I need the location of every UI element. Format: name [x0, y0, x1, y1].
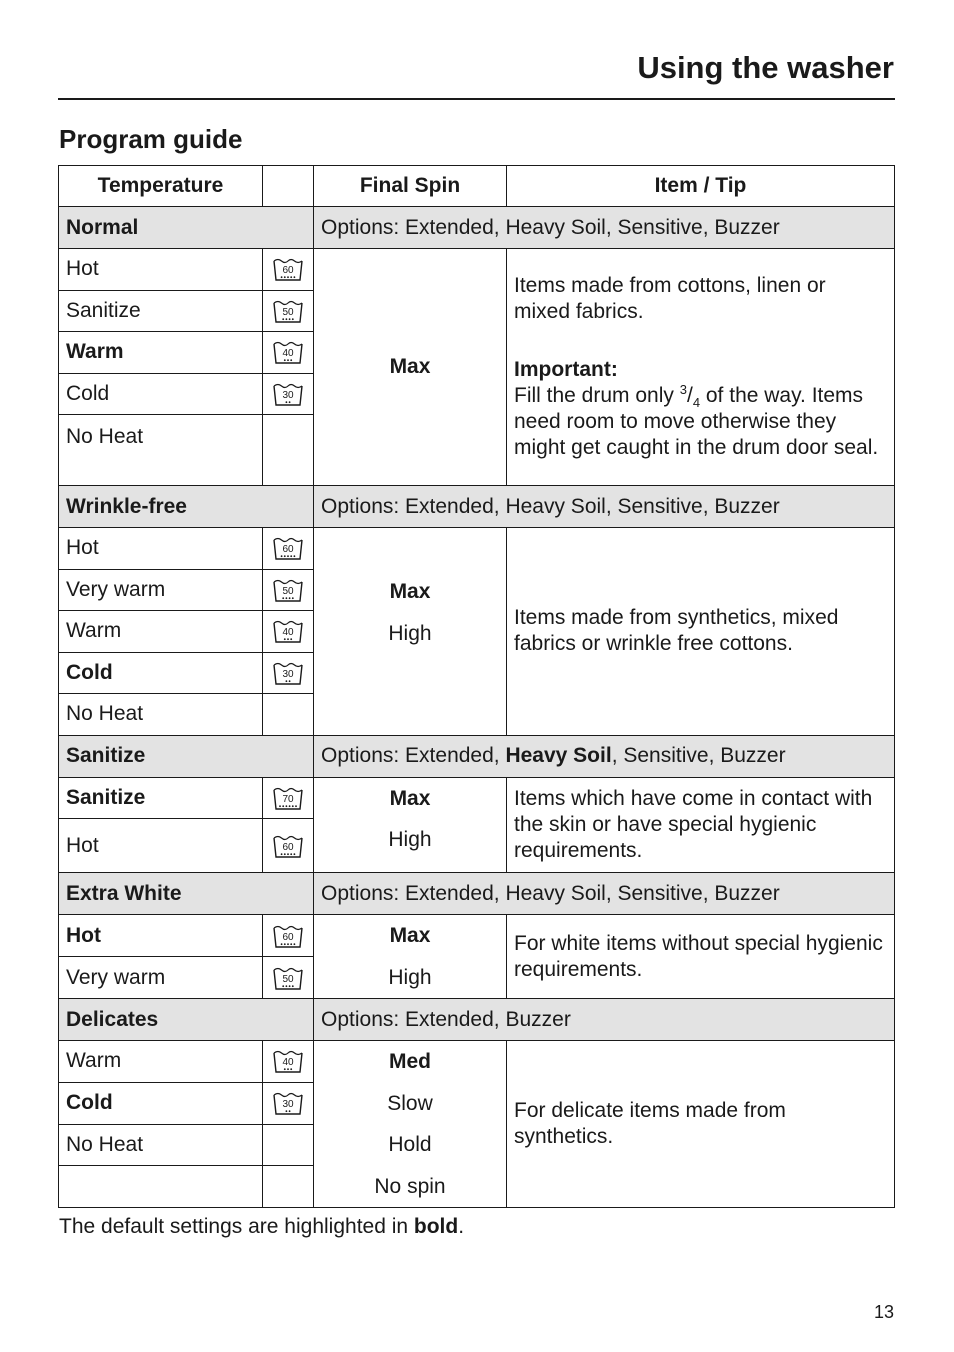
header-rule — [58, 98, 895, 100]
temp-label: No Heat — [59, 694, 263, 736]
column-header-temperature: Temperature — [59, 166, 263, 207]
tip-text: For delicate items made from synthetics. — [514, 1099, 786, 1148]
program-name: Normal — [59, 207, 314, 249]
temp-label: Hot — [59, 915, 263, 957]
table-row — [59, 1041, 895, 1083]
wash-temp-symbol-empty — [263, 694, 314, 736]
table-row — [59, 915, 895, 957]
spin-value: High — [388, 965, 432, 989]
svg-text:60: 60 — [282, 544, 294, 556]
program-row-extra-white — [59, 873, 895, 915]
wash-temp-symbol-icon — [263, 652, 314, 694]
temp-label: Sanitize — [59, 290, 263, 332]
temp-label: Warm — [59, 1041, 263, 1083]
final-spin-cell — [314, 1041, 507, 1208]
tip-text: Items made from synthetics, mixed fabrics or wrinkle free cottons. — [514, 606, 839, 656]
table-row — [59, 528, 895, 570]
wash-temp-symbol-icon — [263, 249, 314, 291]
temp-label: Sanitize — [59, 777, 263, 819]
wash-temp-symbol-icon — [263, 290, 314, 332]
svg-text:70: 70 — [282, 793, 294, 805]
temp-label: Hot — [59, 249, 263, 291]
temp-label: Cold — [59, 1082, 263, 1124]
spin-value: No spin — [374, 1174, 446, 1198]
item-tip-cell — [507, 528, 895, 736]
final-spin-cell — [314, 249, 507, 486]
spin-value: High — [388, 828, 432, 851]
program-options: Options: Extended, Heavy Soil, Sensitive, Buzzer — [314, 735, 895, 777]
svg-text:50: 50 — [282, 585, 294, 597]
column-header-symbol — [263, 166, 314, 207]
wash-temp-symbol-icon — [263, 528, 314, 570]
svg-text:40: 40 — [282, 348, 294, 360]
svg-text:30: 30 — [282, 668, 294, 680]
temp-label: Cold — [59, 373, 263, 415]
wash-temp-symbol-empty — [263, 1124, 314, 1166]
svg-text:60: 60 — [282, 931, 294, 943]
column-header-item-tip: Item / Tip — [507, 166, 895, 207]
table-header-row — [59, 166, 895, 207]
program-name: Sanitize — [59, 735, 314, 777]
column-header-final-spin: Final Spin — [314, 166, 507, 207]
spin-value: Hold — [388, 1133, 432, 1156]
important-text: Fill the drum only $^3/_4$ of the way. Items need room to move otherwise they might get caught in the drum door seal. — [514, 382, 879, 459]
svg-text:60: 60 — [282, 265, 294, 277]
wash-temp-symbol-icon — [263, 915, 314, 957]
spin-value: Slow — [387, 1091, 433, 1115]
svg-text:40: 40 — [282, 1057, 294, 1069]
item-tip-cell — [507, 915, 895, 999]
temp-label: Hot — [59, 819, 263, 873]
program-row-sanitize — [59, 735, 895, 777]
page-header-title: Using the washer — [637, 50, 894, 85]
temp-label: Very warm — [59, 569, 263, 611]
temp-label: No Heat — [59, 1124, 263, 1166]
program-row-normal — [59, 207, 895, 249]
tip-text: Items which have come in contact with the skin or have special hygienic requirements. — [514, 786, 873, 862]
wash-temp-symbol-icon — [263, 1041, 314, 1083]
program-row-wrinkle-free — [59, 486, 895, 528]
wash-temp-symbol-icon — [263, 957, 314, 999]
temp-label: Warm — [59, 332, 263, 374]
page-number: 13 — [873, 1302, 894, 1322]
temp-label: Cold — [59, 652, 263, 694]
wash-temp-symbol-icon — [263, 611, 314, 653]
svg-text:30: 30 — [282, 1099, 294, 1111]
tip-text: For white items without special hygienic requirements. — [514, 931, 883, 981]
temp-label: Warm — [59, 611, 263, 653]
item-tip-cell — [507, 249, 895, 486]
table-row — [59, 777, 895, 819]
section-title: Program guide — [59, 124, 243, 154]
item-tip-cell — [507, 777, 895, 873]
svg-text:50: 50 — [282, 306, 294, 318]
item-tip-cell — [507, 1041, 895, 1208]
wash-temp-symbol-icon — [263, 1082, 314, 1124]
svg-text:40: 40 — [282, 627, 294, 639]
final-spin-cell — [314, 915, 507, 999]
program-options: Options: Extended, Buzzer — [314, 999, 895, 1041]
final-spin-cell — [314, 528, 507, 736]
final-spin-cell — [314, 777, 507, 873]
temp-label: Hot — [59, 528, 263, 570]
table-row — [59, 249, 895, 291]
important-label: Important: — [514, 358, 618, 381]
spin-value: Max — [389, 580, 431, 603]
wash-temp-symbol-icon — [263, 569, 314, 611]
svg-text:60: 60 — [282, 841, 294, 853]
temp-label: Very warm — [59, 957, 263, 999]
spin-value: High — [388, 621, 432, 645]
spin-value: Med — [389, 1050, 431, 1073]
tip-text: Items made from cottons, linen or mixed fabrics. — [514, 274, 826, 323]
program-guide-table — [58, 165, 895, 1208]
wash-temp-symbol-icon — [263, 373, 314, 415]
wash-temp-symbol-icon — [263, 777, 314, 819]
program-row-delicates — [59, 999, 895, 1041]
program-name: Delicates — [59, 999, 314, 1041]
program-name: Wrinkle-free — [59, 486, 314, 528]
program-options: Options: Extended, Heavy Soil, Sensitive, Buzzer — [314, 873, 895, 915]
svg-text:30: 30 — [282, 389, 294, 401]
wash-temp-symbol-icon — [263, 819, 314, 873]
svg-text:50: 50 — [282, 973, 294, 985]
temp-label-empty — [59, 1166, 263, 1208]
temp-label: No Heat — [59, 415, 263, 486]
wash-temp-symbol-empty — [263, 415, 314, 486]
spin-value: Max — [389, 924, 431, 947]
spin-value: Max — [389, 786, 431, 810]
wash-temp-symbol-empty — [263, 1166, 314, 1208]
program-options: Options: Extended, Heavy Soil, Sensitive, Buzzer — [314, 207, 895, 249]
footnote: The default settings are highlighted in bold. — [59, 1215, 465, 1238]
program-name: Extra White — [59, 873, 314, 915]
spin-value: Max — [389, 355, 431, 379]
program-options: Options: Extended, Heavy Soil, Sensitive, Buzzer — [314, 486, 895, 528]
wash-temp-symbol-icon — [263, 332, 314, 374]
